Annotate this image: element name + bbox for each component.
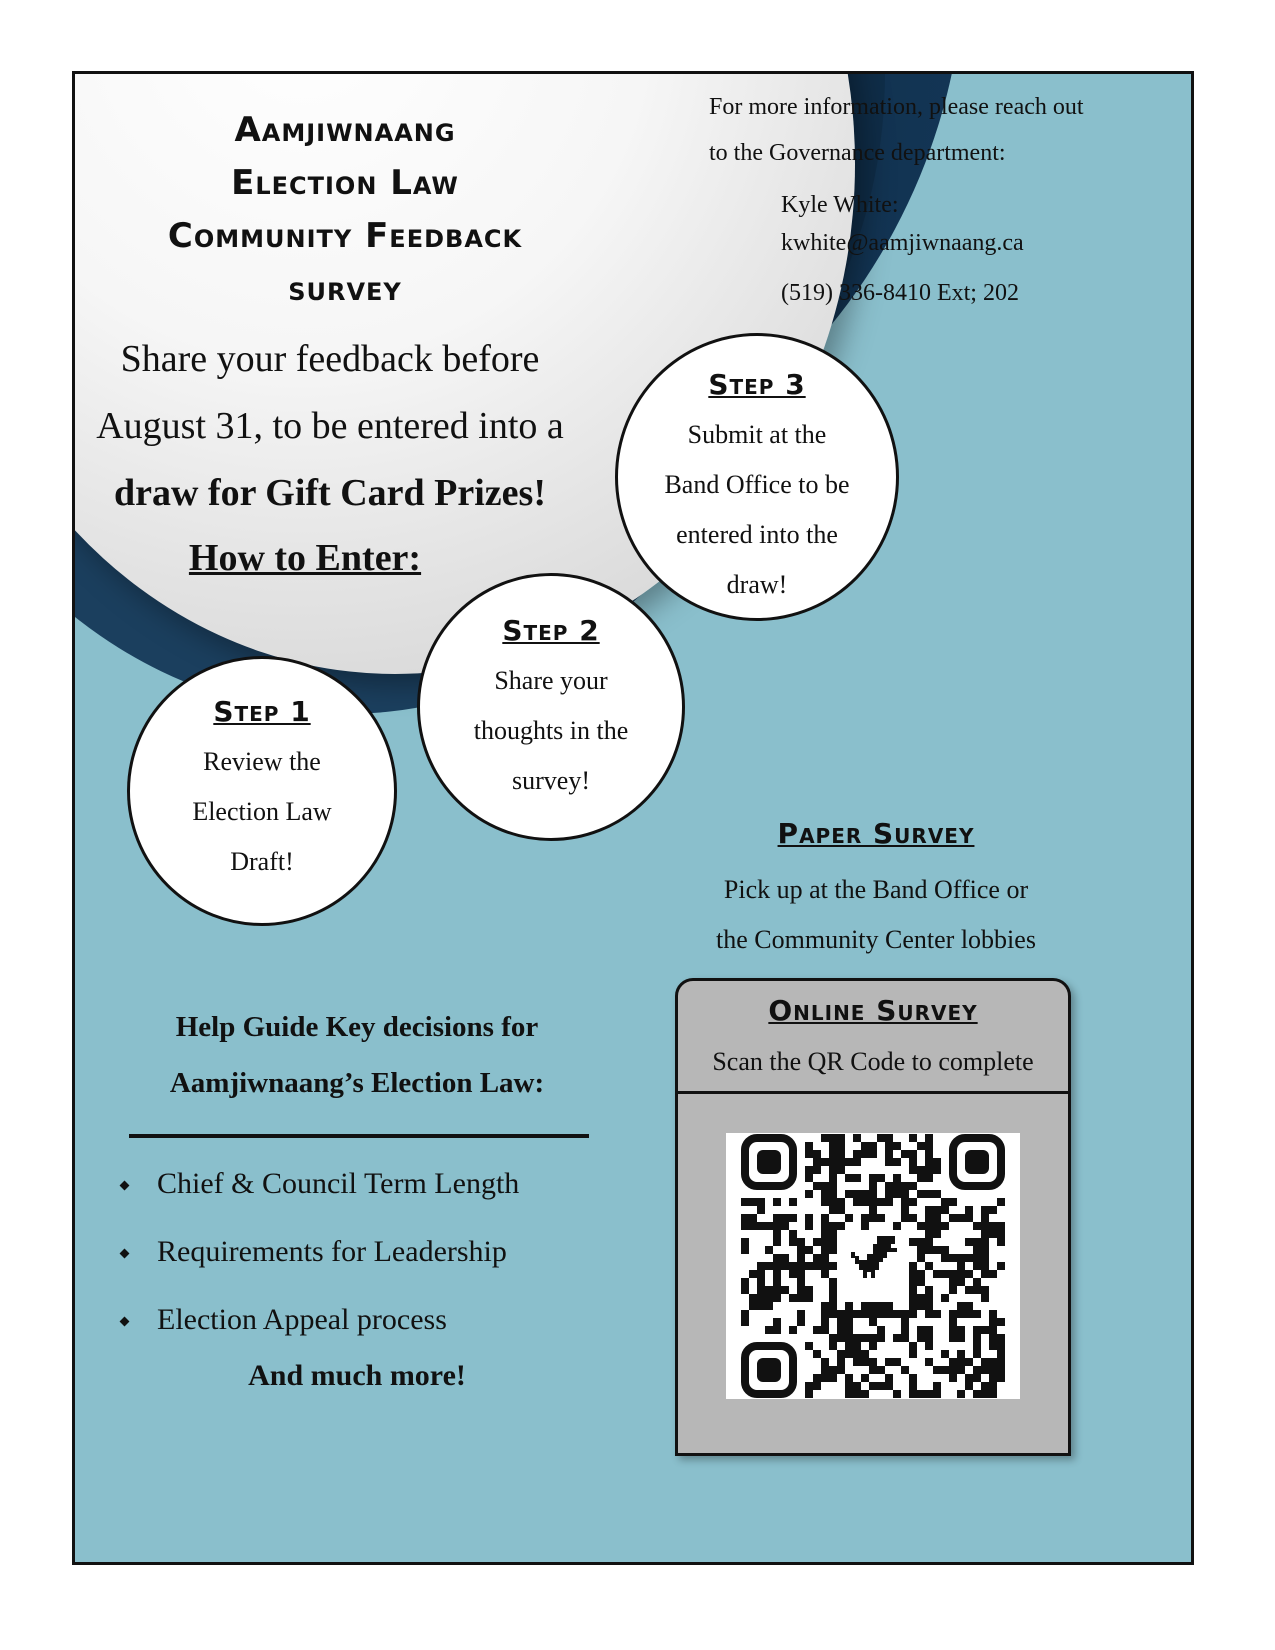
step-text: Submit at the (687, 420, 827, 449)
diamond-bullet-icon (120, 1317, 130, 1327)
paper-survey-section (671, 809, 1081, 965)
online-survey-card (675, 978, 1071, 1456)
diamond-bullet-icon (120, 1249, 130, 1259)
online-survey-subtitle: Scan the QR Code to complete (712, 1047, 1034, 1076)
help-line: Aamjiwnaang’s Election Law: (169, 1067, 545, 1099)
page-title (75, 104, 615, 316)
step-3-circle (615, 333, 899, 621)
paper-survey-line: Pick up at the Band Office or (723, 875, 1029, 904)
step-text: entered into the (676, 520, 838, 549)
step-text: Band Office to be (664, 470, 850, 499)
step-text: Draft! (230, 847, 294, 876)
paper-survey-line: the Community Center lobbies (716, 925, 1036, 954)
list-item-text: Chief & Council Term Length (157, 1167, 520, 1200)
diamond-bullet-icon (120, 1181, 130, 1191)
title-line: survey (288, 269, 402, 309)
help-guide-heading (127, 999, 587, 1111)
online-survey-title: Online Survey (768, 994, 978, 1027)
how-to-enter-heading: How to Enter: (188, 537, 422, 579)
share-line-bold: draw for Gift Card Prizes! (114, 472, 546, 514)
contact-name: Kyle White: (781, 192, 899, 218)
online-survey-header (678, 981, 1068, 1094)
step-text: Share your (494, 666, 608, 695)
contact-info (709, 84, 1149, 316)
flyer-frame (72, 71, 1194, 1565)
list-item-text: Requirements for Leadership (157, 1235, 507, 1268)
list-item (121, 1224, 519, 1292)
step-text: draw! (726, 570, 788, 599)
step-text: survey! (512, 766, 590, 795)
step-title: Step 1 (213, 695, 311, 728)
paper-survey-title: Paper Survey (777, 817, 975, 850)
title-line: Aamjiwnaang (234, 110, 456, 150)
title-line: Election Law (231, 163, 459, 203)
step-text: Review the (203, 747, 321, 776)
list-item-text: Election Appeal process (157, 1303, 447, 1336)
contact-line: For more information, please reach out (709, 94, 1084, 120)
contact-name-email (781, 186, 1149, 262)
contact-phone: (519) 336-8410 Ext; 202 (781, 280, 1019, 306)
contact-email[interactable]: kwhite@aamjiwnaang.ca (781, 230, 1024, 256)
decision-list (121, 1156, 519, 1360)
step-1-circle (127, 656, 397, 926)
help-line: Help Guide Key decisions for (175, 1011, 539, 1043)
step-text: Election Law (192, 797, 332, 826)
title-line: Community Feedback (167, 216, 523, 256)
list-item (121, 1292, 519, 1360)
step-2-circle (417, 573, 685, 841)
qr-code-icon[interactable] (726, 1133, 1020, 1399)
share-line: Share your feedback before (120, 338, 540, 380)
list-item (121, 1156, 519, 1224)
step-title: Step 3 (708, 368, 806, 401)
share-feedback-text (75, 326, 585, 527)
step-text: thoughts in the (473, 716, 629, 745)
step-title: Step 2 (502, 614, 600, 647)
contact-line: to the Governance department: (709, 140, 1006, 166)
divider (129, 1134, 589, 1138)
and-much-more-text: And much more! (248, 1359, 466, 1392)
share-line: August 31, to be entered into a (96, 405, 564, 447)
